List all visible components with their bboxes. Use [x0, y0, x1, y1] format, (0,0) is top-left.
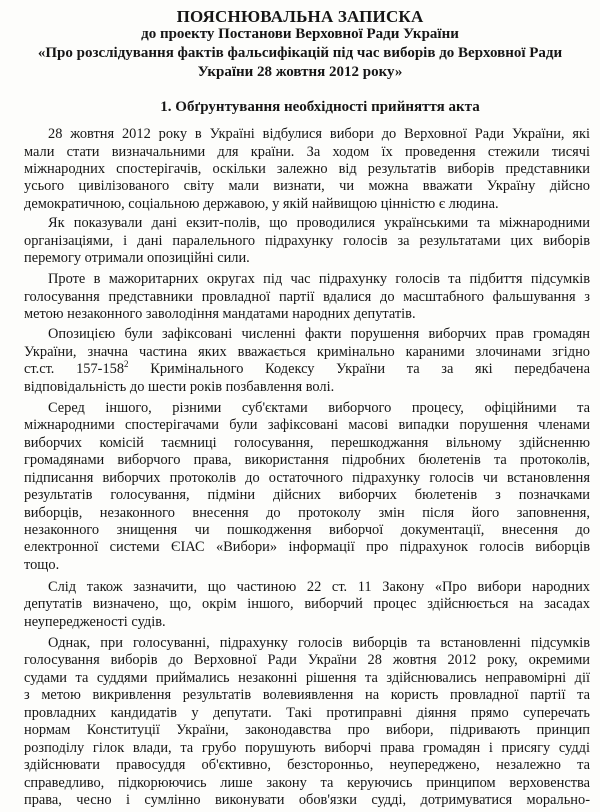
text-line: громадянами виборчого права, використання підробних бюлетенів та протоколів, [24, 452, 590, 469]
text-line: права, чесно і сумлінно виконувати обов'язки судді, дотримуватися морально- [24, 792, 590, 808]
text-line: неупередженості судів. [24, 613, 166, 630]
text-line: провладних кандидатів у депутати. Такі протиправні діяння прямо суперечать [24, 704, 590, 721]
text-line: голосування виборів до Верховної Ради України 28 жовтня 2012 року, окремими [24, 652, 590, 669]
text-line: Проте в мажоритарних округах під час підрахунку голосів та підбиття підсумків [48, 271, 590, 288]
text-line: нормам Конституції України, законодавства про вибори, підривають принцип [24, 722, 590, 739]
article-superscript: 2 [124, 359, 129, 370]
text-line: міжнародних спостерігачів, оскільки залежно від результатів виборів представники [24, 160, 590, 177]
document-subtitle: до проекту Постанови Верховної Ради України [141, 26, 459, 42]
text-line: міжнародними спостерігачами були зафіксовані масові випадки порушення членами [24, 417, 590, 434]
text-fragment: Кримінального Кодексу України та за які передбачена [128, 361, 590, 378]
text-line: підписання виборчих протоколів до остаточного підрахунку голосів чи встановлення [24, 469, 590, 486]
text-line: демократичною, соціальною державою, у якій найвищою цінністю є людина. [24, 195, 499, 212]
text-line: незаконного знищення чи пошкодження виборчої документації, внесення до [24, 521, 590, 538]
document-subject-line-1: «Про розслідування фактів фальсифікацій під час виборів до Верховної Ради [37, 45, 563, 61]
text-line: розподілу гілок влади, та грубо порушують виборчі права громадян і присягу судді [24, 739, 590, 756]
text-line: усього цивілізованого світу мали визнати, чи можна вважати Україну дійсно [24, 178, 590, 195]
text-line: метою незаконного заволодіння мандатами народних депутатів. [24, 306, 416, 322]
text-line: України, значна частина яких вважається кримінально караними злочинами згідно [24, 343, 590, 360]
section-heading: 1. Обґрунтування необхідності прийняття акта [160, 99, 480, 115]
text-line [24, 360, 590, 378]
text-line: електронної системи ЄІАС «Вибори» інформації про підрахунок голосів виборців [24, 539, 590, 556]
text-line: здійснювати правосуддя об'єктивно, безсторонньо, неупереджено, незалежно та [24, 757, 590, 774]
article-reference: ст.ст. 157-158 [24, 361, 125, 378]
text-line: 28 жовтня 2012 року в Україні відбулися вибори до Верховної Ради України, які [48, 126, 590, 142]
text-line: з метою викривлення результатів волевиявлення на користь провладної партії та [24, 687, 590, 704]
text-line: виборців, незаконного внесення до протоколу змін після його заповнення, [24, 504, 590, 521]
text-line: Як показували дані екзит-полів, що проводилися українськими та міжнародними [48, 215, 590, 232]
text-line: виборчих комісій таємниці голосування, перешкоджання вільному здійсненню [24, 434, 590, 451]
document-subject-line-2: України 28 жовтня 2012 року» [197, 64, 403, 80]
text-line: результатів голосування, підміни дійсних виборчих бюлетенів з позначками [24, 487, 590, 503]
text-line: Слід також зазначити, що частиною 22 ст. 11 Закону «Про вибори народних [48, 578, 590, 595]
text-line: мали стати визначальними для країни. За ходом їх проведення стежили тисячі [24, 143, 590, 160]
text-line: Однак, при голосуванні, підрахунку голосів виборців та встановленні підсумків [48, 634, 590, 651]
text-line: Серед іншого, різними суб'єктами виборчого процесу, офіційними та [48, 399, 590, 416]
document-title: ПОЯСНЮВАЛЬНА ЗАПИСКА [176, 7, 424, 26]
text-line: голосування представники провладної партії вдалися до масштабного фальшування з [24, 288, 590, 305]
text-line: тощо. [24, 556, 60, 573]
text-line: відповідальність до шести років позбавлення волі. [24, 378, 335, 395]
text-line: справедливо, підкорюючись лише закону та керуючись принципом верховенства [24, 774, 590, 791]
text-line: організаціями, і дані паралельного підрахунку голосів за результатами цих виборів [24, 232, 590, 249]
text-line: судами та суддями приймались незаконні рішення та здійснювались неправомірні дії [24, 669, 590, 686]
text-line: Опозицією були зафіксовані численні факти порушення виборчих прав громадян [48, 326, 590, 343]
text-line: перемогу отримали опозиційні сили. [24, 250, 250, 266]
text-line: депутатів визначено, що, окрім іншого, виборчий процес здійснюється на засадах [24, 596, 590, 613]
